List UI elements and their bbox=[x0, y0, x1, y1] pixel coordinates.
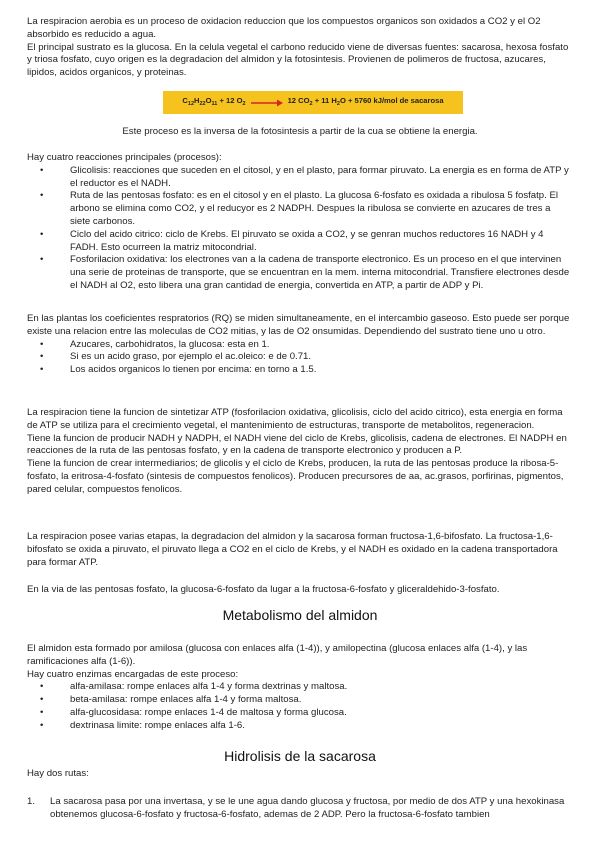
sacarosa-section bbox=[27, 796, 572, 822]
item-number: 1. bbox=[27, 796, 36, 807]
intro-paragraph-2: El principal sustrato es la glucosa. En la celula vegetal el carbono reducido viene de diversas fuentes: sacarosa, hexosa fosfato y triosa fosfato, cuyo origen es la degradacion del almidon y la fotosintesis. Provienen de polimeros de fructosa, azucares, lipidos, acidos organicos, y proteinas. bbox=[27, 41, 569, 79]
list-item: • Fosforilacion oxidativa: los electrones van a la cadena de transporte electronico. Es un proceso en el que intervinen una serie de proteinas de transporte, que se encuentran en la mem. interna mitocondrial. Transfiere electrones desde el NADH al O2, esto libera una gran cantidad de energia, convertida en ATP, a partir de ADP y Pi. bbox=[27, 254, 572, 292]
almidon-paragraph-2: Hay cuatro enzimas encargadas de este proceso: bbox=[27, 668, 239, 680]
intro-paragraph-1: La respiracion aerobia es un proceso de oxidacion reduccion que los compuestos organicos son oxidados a CO2 y el O2 absorbido es reducido a agua. bbox=[27, 16, 541, 40]
functions-paragraph-1: La respiracion tiene la funcion de sintetizar ATP (fosforilacion oxidativa, glicolisis, ciclo del acido citrico), esta energia en forma de ATP se utiliza para el crecimiento vegetal, el mantenimiento de estructuras, transporte de metabolitos, regeneracion. bbox=[27, 407, 563, 431]
almidon-heading: Metabolismo del almidon bbox=[222, 607, 378, 623]
intro-section bbox=[27, 16, 572, 80]
sacarosa-heading: Hidrolisis de la sacarosa bbox=[224, 748, 376, 764]
rq-paragraph: En las plantas los coeficientes respratorios (RQ) se miden simultaneamente, en el intercambio gaseoso. Esto puede ser porque existe una relacion entre las moleculas de CO2 mitias, y las de O2 onsumidas. Dependiendo del sustrato tiene uno u otro. bbox=[27, 313, 570, 337]
pentose-note: En la via de las pentosas fosfato, la glucosa-6-fosfato da lugar a la fructosa-6-fosfato y gliceraldehido-3-fosfato. bbox=[27, 584, 500, 595]
reactions-section bbox=[27, 152, 572, 293]
sacarosa-intro: Hay dos rutas: bbox=[27, 768, 89, 779]
equation-left: $C_{12}H_{22}O_{11} + 12$ $O_2$ bbox=[182, 95, 246, 107]
sacarosa-heading-wrap bbox=[0, 750, 600, 763]
stages-paragraph: La respiracion posee varias etapas, la degradacion del almidon y la sacarosa forman fructosa-1,6-bifosfato. La fructosa-1,6-bifosfato se oxida a piruvato, el piruvato llega a CO2 en el ciclo de Krebs, y el NADH es oxidado en la cadena transportadora para formar ATP. bbox=[27, 531, 558, 568]
almidon-section bbox=[27, 643, 572, 733]
list-item: • Ciclo del acido citrico: ciclo de Krebs. El piruvato se oxida a CO2, y se genran muchos reductores 16 NADH y 4 FADH. Esto ocurreen la matriz mitocondrial. bbox=[27, 229, 572, 255]
list-item: • dextrinasa limite: rompe enlaces alfa 1-6. bbox=[27, 720, 572, 733]
enzymes-list bbox=[27, 681, 572, 732]
reactions-list bbox=[27, 165, 572, 293]
equation-box bbox=[163, 91, 463, 114]
list-item: • beta-amilasa: rompe enlaces alfa 1-4 y forma maltosa. bbox=[27, 694, 572, 707]
inverse-note: Este proceso es la inversa de la fotosintesis a partir de la cua se obtiene la energia. bbox=[122, 126, 478, 137]
list-item: • alfa-amilasa: rompe enlaces alfa 1-4 y forma dextrinas y maltosa. bbox=[27, 681, 572, 694]
rq-list bbox=[27, 339, 572, 377]
list-item: • Si es un acido graso, por ejemplo el ac.oleico: e de 0.71. bbox=[27, 351, 572, 364]
routes-list bbox=[27, 796, 572, 822]
reactions-intro: Hay cuatro reacciones principales (procesos): bbox=[27, 152, 222, 163]
functions-paragraph-2: Tiene la funcion de producir NADH y NADPH, el NADH viene del ciclo de Krebs, glicolisis, cadena de electrones. El NADPH en reacciones de la ruta de las pentosas fosfato, y en la cadena de transporte electronico y producen a P. bbox=[27, 432, 567, 457]
list-item: • Glicolisis: reacciones que suceden en el citosol, y en el plasto, para formar piruvato. La energia es en forma de ATP y el reductor es el NADH. bbox=[27, 165, 572, 191]
item-text: La sacarosa pasa por una invertasa, y se le une agua dando glucosa y fructosa, por medio de dos ATP y una hexokinasa obtenemos glucosa-6-fosfato y fructosa-6-fosfato, ademas de 2 ADP. Pero la fructosa-6-fosfato tambien bbox=[50, 796, 565, 820]
equation-right: 12 $CO_2 + 11$ $H_2O + 5760$ kJ/mol de sacarosa bbox=[287, 95, 444, 107]
list-item: • Los acidos organicos lo tienen por encima: en torno a 1.5. bbox=[27, 364, 572, 377]
list-item: • Azucares, carbohidratos, la glucosa: esta en 1. bbox=[27, 339, 572, 352]
list-item: • Ruta de las pentosas fosfato: es en el citosol y en el plasto. La glucosa 6-fosfato es oxidada a ribulosa 5 fosfatp. El arbono se elimina como CO2, y el reducyor es 2 NADPH. Despues la ribulosa se convierte en azucares de tres a siete carbonos. bbox=[27, 190, 572, 228]
rq-section bbox=[27, 313, 572, 377]
almidon-paragraph-1: El almidon esta formado por amilosa (glucosa con enlaces alfa (1-4)), y amilopectina (glucosa enlaces alfa (1-4), y las ramificaciones alfa (1-6)). bbox=[27, 643, 528, 667]
list-item: • alfa-glucosidasa: rompe enlaces 1-4 de maltosa y forma glucosa. bbox=[27, 707, 572, 720]
list-item bbox=[27, 796, 572, 822]
functions-section bbox=[27, 407, 572, 497]
almidon-heading-wrap bbox=[0, 609, 600, 622]
reaction-arrow-icon bbox=[251, 98, 283, 108]
functions-paragraph-3: Tiene la funcion de crear intermediarios; de glicolis y el ciclo de Krebs, producen, la ruta de las pentosas produce la ribosa-5-fosfato, la eritrosa-4-fosfato (sintesis de compuestos fenolicos). Producen precursores de aa, ac.grasos, porfirinas, pigmentos, pared celular, compuestos fenolicos. bbox=[27, 458, 564, 495]
